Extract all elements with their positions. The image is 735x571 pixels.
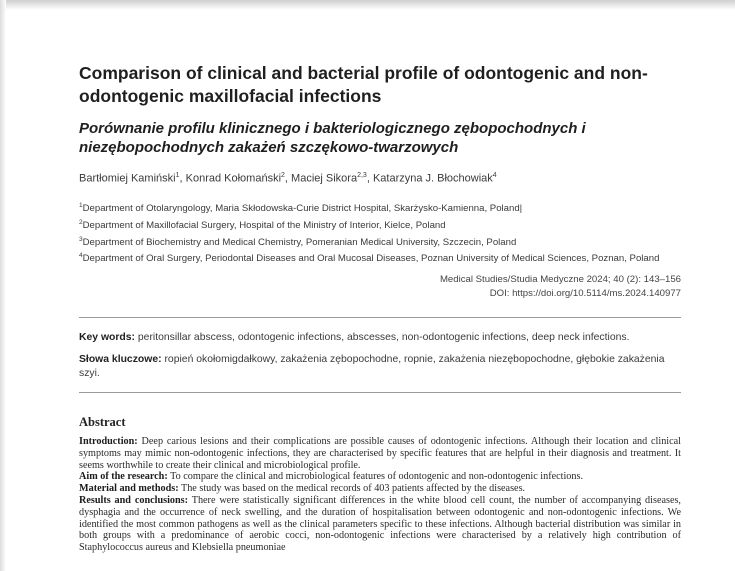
keywords-text: peritonsillar abscess, odontogenic infections, abscesses, non-odontogenic infections, deep neck infections. — [137, 332, 630, 343]
affiliation-number: 1 — [79, 202, 83, 209]
article-subtitle-polish: Porównanie profilu klinicznego i bakteriologicznego zębopochodnych i niezębopochodnych zakażeń szczękowo-twarzowych — [79, 120, 586, 156]
author-affiliation-mark: 4 — [492, 172, 497, 179]
keywords-polish-label: Słowa kluczowe: — [79, 354, 162, 365]
abstract-section-text: Deep carious lesions and their complications are possible causes of odontogenic infections. Although their location and clinical symptoms may mimic non-odontogenic infections, they are characterised by specific features that are helpful in their diagnosis and treatment. It seems worthwhile to create their clinical and microbiological profile. — [79, 436, 682, 471]
author-affiliation-mark: 2,3 — [357, 172, 367, 179]
journal-reference: Medical Studies/Studia Medyczne 2024; 40 (2): 143–156 — [439, 274, 681, 285]
affiliation-number: 4 — [79, 252, 83, 260]
abstract-heading: Abstract — [79, 415, 126, 429]
affiliation-item — [79, 249, 659, 266]
author: Konrad Kołomański — [185, 172, 282, 185]
article-title: Comparison of clinical and bacterial profile of odontogenic and non-odontogenic maxillofacial infections — [79, 63, 648, 106]
affiliation-item — [79, 216, 659, 233]
abstract-section-label: Aim of the research: — [79, 471, 168, 483]
author: Katarzyna J. Błochowiak — [372, 172, 493, 185]
affiliation-text: Department of Maxillofacial Surgery, Hospital of the Ministry of Interior, Kielce, Poland — [82, 219, 446, 231]
author: Maciej Sikora — [291, 172, 358, 185]
page-shadow-left — [0, 0, 6, 571]
author-separator: , — [179, 172, 186, 185]
affiliation-item — [79, 233, 659, 250]
author-separator: , — [366, 172, 373, 185]
divider-bottom — [79, 392, 681, 393]
author: Bartłomiej Kamiński — [79, 172, 176, 185]
author-affiliation-mark: 1 — [175, 172, 180, 179]
doi-link[interactable]: DOI: https://doi.org/10.5114/ms.2024.140977 — [489, 288, 681, 299]
affiliation-text: Department of Otolaryngology, Maria Skłodowska-Curie District Hospital, Skarżysko-Kamienna, Poland| — [82, 203, 523, 215]
affiliation-item — [79, 199, 659, 216]
keywords-polish-text: ropień okołomigdałkowy, zakażenia zębopochodne, ropnie, zakażenia niezębopochodne, głębokie zakażenia szyi. — [79, 354, 665, 379]
keywords-label: Key words: — [79, 332, 136, 343]
affiliation-list — [79, 199, 659, 266]
abstract-section-text: The study was based on the medical records of 403 patients affected by the diseases. — [180, 483, 526, 495]
author-separator: , — [284, 172, 292, 185]
affiliation-number: 2 — [79, 218, 83, 226]
abstract-section-text: To compare the clinical and microbiological features of odontogenic and non-odontogenic infections. — [170, 471, 584, 483]
affiliation-text: Department of Oral Surgery, Periodontal Diseases and Oral Mucosal Diseases, Poznan University of Medical Sciences, Poznan, Poland — [82, 253, 660, 265]
divider-top — [79, 317, 681, 318]
abstract-section-label: Material and methods: — [79, 483, 179, 495]
abstract-body — [79, 436, 681, 554]
abstract-introduction — [79, 436, 681, 471]
author-affiliation-mark: 2 — [281, 172, 285, 179]
abstract-results — [79, 495, 681, 554]
keywords-english — [79, 331, 681, 345]
citation-block — [440, 273, 681, 301]
abstract-section-label: Results and conclusions: — [79, 494, 189, 506]
affiliation-text: Department of Biochemistry and Medical Chemistry, Pomeranian Medical University, Szczecin, Poland — [82, 236, 517, 248]
page-shadow-top — [0, 0, 735, 10]
keywords-polish — [79, 353, 681, 381]
author-list — [79, 172, 497, 185]
affiliation-number: 3 — [79, 235, 83, 243]
abstract-methods — [79, 483, 681, 495]
abstract-section-text: There were statistically significant differences in the white blood cell count, the number of accompanying diseases, dysphagia and the occurrence of neck swelling, and the duration of hospitalisation between odontogenic and non-odontogenic infections. We identified the most common pathogens as well as the clinical parameters specific to these infections. Although bacterial distribution was similar in both groups with a predominance of aerobic cocci, non-odontogenic infections were characterised by a relatively high contribution of Staphylococcus aureus and Klebsiella pneumoniae — [79, 494, 681, 554]
abstract-section-label: Introduction: — [79, 436, 138, 447]
abstract-aim — [79, 471, 681, 483]
